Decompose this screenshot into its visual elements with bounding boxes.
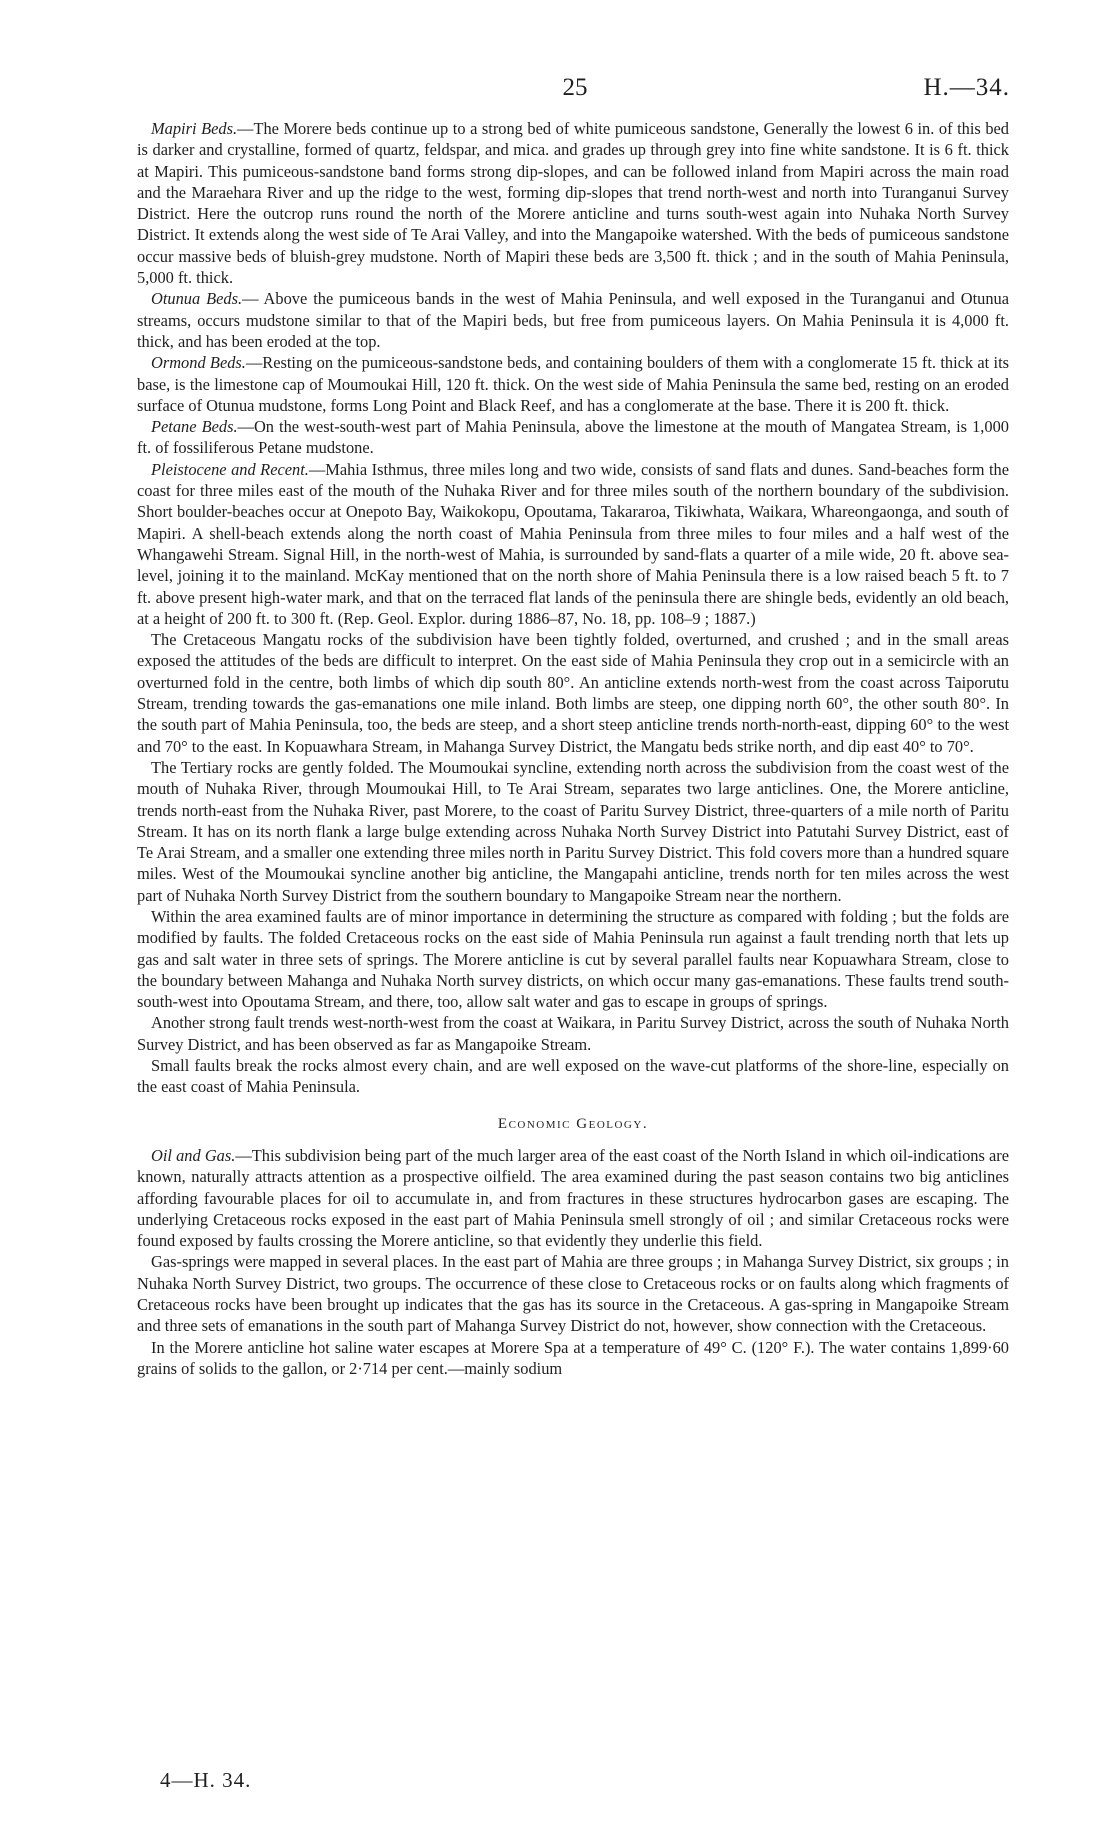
paragraph: [137, 1055, 1009, 1098]
paragraph-text: Another strong fault trends west-north-west from the coast at Waikara, in Paritu Survey District, across the south of Nuhaka North Survey District, and has been observed as far as Mangapoike Stream.: [137, 1013, 1009, 1054]
paragraph-text: The Cretaceous Mangatu rocks of the subdivision have been tightly folded, overturned, and crushed ; and in the small areas exposed the attitudes of the beds are difficult to interpret. On the east side of Mahia Peninsula they crop out in a semicircle with an overturned fold in the centre, both limbs of which dip south 80°. An anticline extends north-west from the coast across Taiporutu Stream, trending towards the gas-emanations one mile inland. Both limbs are steep, one dipping north 60°, the other south 80°. In the south part of Mahia Peninsula, too, the beds are steep, and a short steep anticline trends north-north-east, dipping 60° to the west and 70° to the east. In Kopuawhara Stream, in Mahanga Survey District, the Mangatu beds strike north, and dip east 40° to 70°.: [137, 630, 1009, 756]
paragraph-text: Within the area examined faults are of minor importance in determining the structure as compared with folding ; but the folds are modified by faults. The folded Cretaceous rocks on the east side of Mahia Peninsula run against a fault trending north that lets up gas and salt water in three sets of springs. The Morere anticline is cut by several parallel faults near Kopuawhara Stream, close to the boundary between Mahanga and Nuhaka North survey districts, on which occur many gas-emanations. These faults trend south-south-west into Opoutama Stream, and there, too, allow salt water and gas to escape in groups of springs.: [137, 906, 1009, 1012]
paragraph-lead: Oil and Gas.: [151, 1145, 236, 1165]
section-heading: Economic Geology.: [497, 1115, 649, 1132]
paragraph-lead: Petane Beds.: [151, 417, 238, 437]
paragraph-lead: Pleistocene and Recent.: [151, 459, 309, 479]
paragraph: [137, 757, 1009, 906]
paragraph: [137, 1145, 1009, 1251]
paragraph: [137, 1337, 1009, 1380]
document-reference: H.—34.: [923, 74, 1010, 101]
paragraph: [137, 118, 1009, 288]
paragraph-lead: Ormond Beds.: [151, 353, 246, 373]
paragraph-text: —Resting on the pumiceous-sandstone beds, and containing boulders of them with a conglomerate 15 ft. thick at its base, is the limestone cap of Moumoukai Hill, 120 ft. thick. On the west side of Mahia Peninsula the same bed, resting on an eroded surface of Otunua mudstone, forms Long Point and Black Reef, and has a conglomerate at the base. There it is 200 ft. thick.: [137, 353, 1010, 415]
paragraph-text: —Mahia Isthmus, three miles long and two wide, consists of sand flats and dunes. Sand-beaches form the coast for three miles east of the mouth of the Nuhaka River and for three miles south of the northern boundary of the subdivision. Short boulder-beaches occur at Onepoto Bay, Waikokopu, Opoutama, Takararoa, Tikiwhata, Waikara, Whareongaonga, and south of Mapiri. A shell-beach extends along the north coast of Mahia Peninsula from three miles to four miles and a half west of the Whangawehi Stream. Signal Hill, in the north-west of Mahia, is surrounded by sand-flats a quarter of a mile wide, 20 ft. above sea-level, joining it to the mainland. McKay mentioned that on the north shore of Mahia Peninsula there is a low raised beach 5 ft. to 7 ft. above present high-water mark, and that on the terraced flat lands of the peninsula there are shingle beds, evidently an old beach, at a height of 200 ft. to 300 ft. (Rep. Geol. Explor. during 1886–87, No. 18, pp. 108–9 ; 1887.): [137, 459, 1009, 628]
paragraph-text: —On the west-south-west part of Mahia Peninsula, above the limestone at the mouth of Mangatea Stream, is 1,000 ft. of fossiliferous Petane mudstone.: [137, 417, 1009, 458]
paragraph: [137, 906, 1009, 1012]
paragraph: [137, 416, 1009, 459]
paragraph: [137, 459, 1009, 629]
page-number: 25: [562, 74, 588, 101]
paragraph-text: — Above the pumiceous bands in the west of Mahia Peninsula, and well exposed in the Turanganui and Otunua streams, occurs mudstone similar to that of the Mapiri beds, but free from pumiceous layers. On Mahia Peninsula it is 4,000 ft. thick, and has been eroded at the top.: [137, 289, 1009, 351]
paragraph-text: The Tertiary rocks are gently folded. The Moumoukai syncline, extending north across the subdivision from the coast west of the mouth of Nuhaka River, through Moumoukai Hill, to Te Arai Stream, separates two large anticlines. One, the Morere anticline, trends north-east from the Nuhaka River, past Morere, to the coast of Paritu Survey District, three-quarters of a mile north of Paritu Stream. It has on its north flank a large bulge extending across Nuhaka North Survey District into Patutahi Survey District, east of Te Arai Stream, and a smaller one extending three miles north in Paritu Survey District. This fold covers more than a hundred square miles. West of the Moumoukai syncline another big anticline, the Mangapahi anticline, trends north for ten miles across the west part of Nuhaka North Survey District from the southern boundary to Mangapoike Stream near the northern.: [137, 757, 1009, 905]
paragraph: [137, 1251, 1009, 1336]
paragraph-lead: Otunua Beds.: [151, 289, 243, 309]
paragraph: [137, 629, 1009, 757]
footer-signature: 4—H. 34.: [160, 1768, 252, 1792]
paragraph: [137, 288, 1009, 352]
paragraph: [137, 1012, 1009, 1055]
paragraph-text: —This subdivision being part of the much larger area of the east coast of the North Island in which oil-indications are known, naturally attracts attention as a prospective oilfield. The area examined during the past season contains two big anticlines affording favourable places for oil to accumulate in, and from fractures in these structures hydrocarbon gases are escaping. The underlying Cretaceous rocks exposed in the east part of Mahia Peninsula smell strongly of oil ; and similar Cretaceous rocks were found exposed by faults crossing the Morere anticline, so that evidently they underlie this field.: [137, 1145, 1009, 1251]
paragraph-text: Small faults break the rocks almost every chain, and are well exposed on the wave-cut platforms of the shore-line, especially on the east coast of Mahia Peninsula.: [137, 1056, 1009, 1097]
paragraph-lead: Mapiri Beds.: [151, 119, 238, 138]
paragraph-text: In the Morere anticline hot saline water escapes at Morere Spa at a temperature of 49° C. (120° F.). The water contains 1,899·60 grains of solids to the gallon, or 2·714 per cent.—mainly sodium: [137, 1337, 1009, 1378]
paragraph: [137, 352, 1009, 416]
paragraph-text: Gas-springs were mapped in several places. In the east part of Mahia are three groups ; in Mahanga Survey District, six groups ; in Nuhaka North Survey District, two groups. The occurrence of these close to Cretaceous rocks or on faults along which fragments of Cretaceous rocks have been brought up indicates that the gas has its source in the Cretaceous. A gas-spring in Mangapoike Stream and three sets of emanations in the south part of Mahanga Survey District do not, however, show connection with the Cretaceous.: [137, 1252, 1009, 1336]
page-header: [140, 74, 1010, 114]
paragraph-text: —The Morere beds continue up to a strong bed of white pumiceous sandstone, Generally the lowest 6 in. of this bed is darker and crystalline, formed of quartz, feldspar, and mica. and grades up through grey into fine white sandstone. It is 6 ft. thick at Mapiri. This pumiceous-sandstone band forms strong dip-slopes, and can be followed inland from Mapiri across the main road and the Maraehara River and up the ridge to the west, forming dip-slopes that trend north-west and north into Turanganui Survey District. Here the outcrop runs round the north of the Morere anticline and turns south-west again into Nuhaka North Survey District. It extends along the west side of Te Arai Valley, and into the Mangapoike watershed. With the beds of pumiceous sandstone occur massive beds of bluish-grey mudstone. North of Mapiri these beds are 3,500 ft. thick ; and in the south of Mahia Peninsula, 5,000 ft. thick.: [137, 119, 1009, 288]
document-body: [137, 118, 1009, 1379]
